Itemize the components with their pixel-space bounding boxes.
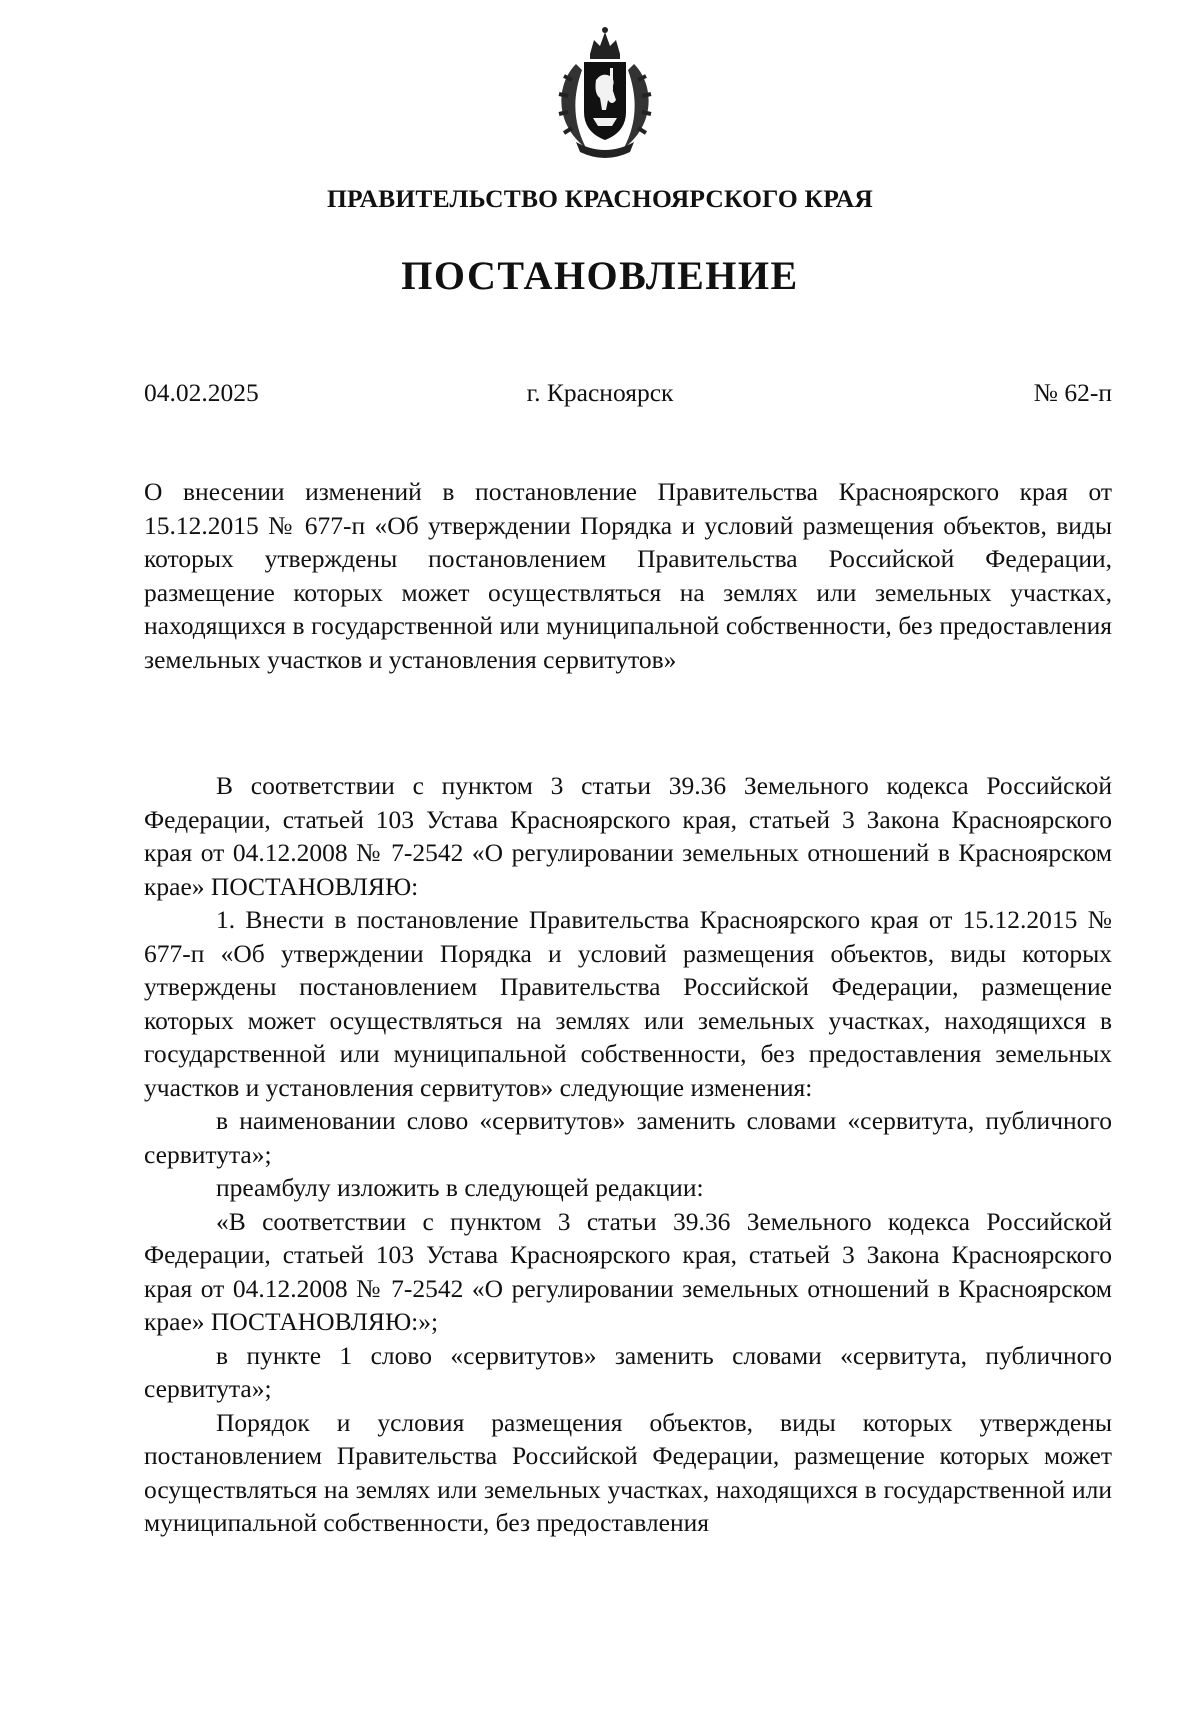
body-paragraph: Порядок и условия размещения объектов, виды которых утверждены постановлением Правительства Российской Федерации, размещение которых может осуществляться на землях или земельных участках, находящихся в государственной или муниципальной собственности, без предоставления (144, 1407, 1112, 1537)
document-body (144, 769, 1112, 1540)
document-title: О внесении изменений в постановление Правительства Красноярского края от 15.12.2015 № 677-п «Об утверждении Порядка и условий размещения объектов, виды которых утверждены постановлением Правительства Российской Федерации, размещение которых может осуществляться на землях или земельных участках, находящихся в государственной или муниципальной собственности, без предоставления земельных участков и установления сервитутов» (144, 477, 1112, 674)
body-paragraph: 1. Внести в постановление Правительства Красноярского края от 15.12.2015 № 677-п «Об утверждении Порядка и условий размещения объектов, виды которых утверждены постановлением Правительства Российской Федерации, размещение которых может осуществляться на землях или земельных участках, находящихся в государственной или муниципальной собственности, без предоставления земельных участков и установления сервитутов» следующие изменения: (144, 905, 1112, 1102)
document-number: № 62-п (1033, 378, 1112, 407)
document-type: ПОСТАНОВЛЕНИЕ (401, 253, 799, 298)
document-date: 04.02.2025 (144, 378, 259, 407)
body-paragraph: В соответствии с пунктом 3 статьи 39.36 Земельного кодекса Российской Федерации, статьей 103 Устава Красноярского края, статьей 3 Закона Красноярского края от 04.12.2008 № 7-2542 «О регулировании земельных отношений в Красноярском крае» ПОСТАНОВЛЯЮ: (144, 771, 1112, 901)
body-paragraph: в пункте 1 слово «сервитутов» заменить словами «сервитута, публичного сервитута»; (144, 1340, 1112, 1403)
document-city: г. Красноярск (526, 378, 674, 407)
body-paragraph: «В соответствии с пунктом 3 статьи 39.36 Земельного кодекса Российской Федерации, статьей 103 Устава Красноярского края, статьей 3 Закона Красноярского края от 04.12.2008 № 7-2542 «О регулировании земельных отношений в Красноярском крае» ПОСТАНОВЛЯЮ:»; (144, 1206, 1112, 1336)
body-paragraph: преамбулу изложить в следующей редакции: (216, 1173, 704, 1202)
body-paragraph: в наименовании слово «сервитутов» заменить словами «сервитута, публичного сервитута»; (144, 1106, 1112, 1169)
krasnoyarsk-coat-of-arms-icon (546, 24, 664, 160)
organization-name: ПРАВИТЕЛЬСТВО КРАСНОЯРСКОГО КРАЯ (327, 184, 873, 213)
